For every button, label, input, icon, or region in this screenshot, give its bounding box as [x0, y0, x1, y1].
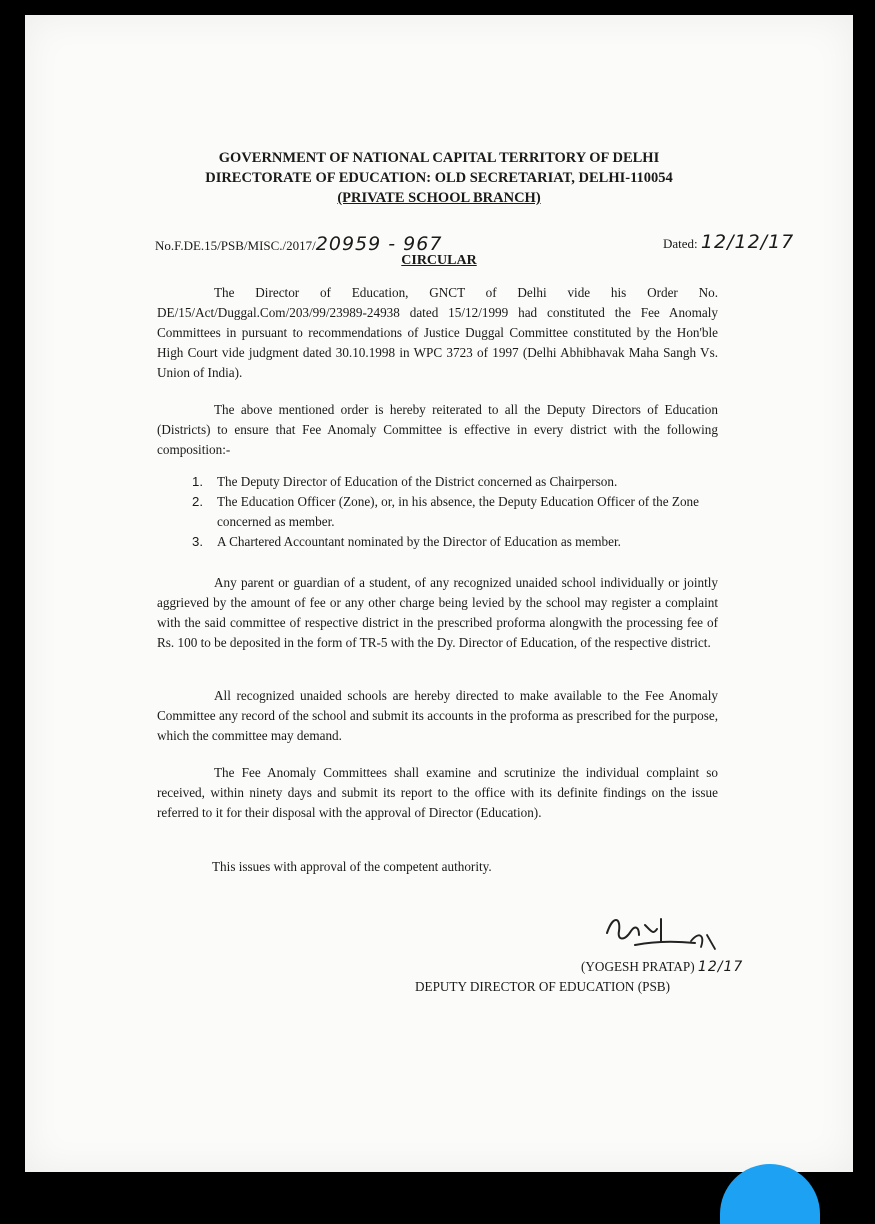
dated-label: Dated: [663, 236, 698, 251]
list-number: 2. [192, 494, 203, 509]
list-item [192, 472, 718, 492]
branch-heading: (PRIVATE SCHOOL BRANCH) [337, 190, 541, 206]
letterhead [25, 148, 853, 208]
paragraph-1: The Director of Education, GNCT of Delhi vide his Order No. DE/15/Act/Duggal.Com/203/99/23989-24938 dated 15/12/1999 had constituted the Fee Anomaly Committees in pursuant to recommendations of Justice Duggal Committee constituted by the Hon'ble High Court vide judgment dated 30.10.1998 in WPC 3723 of 1997 (Delhi Abhibhavak Maha Sangh Vs. Union of India). [157, 285, 718, 380]
govt-heading: GOVERNMENT OF NATIONAL CAPITAL TERRITORY OF DELHI [218, 150, 660, 166]
list-text: The Deputy Director of Education of the District concerned as Chairperson. [217, 474, 618, 489]
dated-line [663, 231, 794, 253]
composition-list [192, 472, 718, 552]
floating-action-button[interactable] [720, 1164, 820, 1224]
signatory-title: DEPUTY DIRECTOR OF EDUCATION (PSB) [415, 979, 670, 994]
list-number: 3. [192, 534, 203, 549]
paragraph-3: Any parent or guardian of a student, of any recognized unaided school individually or jointly aggrieved by the amount of fee or any other charge being levied by the school may register a complaint with the said committee of respective district in the prescribed proforma alongwith the processing fee of Rs. 100 to be deposited in the form of TR-5 with the Dy. Director of Education, of the respective district. [157, 575, 718, 650]
circular-title: CIRCULAR [401, 253, 477, 268]
document-page [25, 15, 853, 1172]
reference-handwritten: 20959 - 967 [315, 233, 443, 255]
dated-value: 12/12/17 [700, 231, 795, 253]
signatory-name-text: (YOGESH PRATAP) [581, 959, 695, 974]
list-text: The Education Officer (Zone), or, in his absence, the Deputy Education Officer of the Zone concerned as member. [217, 494, 699, 529]
closing-line: This issues with approval of the competent authority. [212, 859, 492, 874]
list-number: 1. [192, 474, 203, 489]
signatory-name [581, 959, 743, 975]
paragraph-2: The above mentioned order is hereby reiterated to all the Deputy Directors of Education (Districts) to ensure that Fee Anomaly Committee is effective in every district with the following composition:- [157, 402, 718, 457]
list-item [192, 532, 718, 552]
paragraph-5: The Fee Anomaly Committees shall examine and scrutinize the individual complaint so received, within ninety days and submit its report to the office with its definite findings on the issue referred to it for their disposal with the approval of Director (Education). [157, 765, 718, 820]
list-text: A Chartered Accountant nominated by the Director of Education as member. [217, 534, 621, 549]
paragraph-4: All recognized unaided schools are hereby directed to make available to the Fee Anomaly Committee any record of the school and submit its accounts in the proforma as prescribed for the purpose, which the committee may demand. [157, 688, 718, 743]
directorate-heading: DIRECTORATE OF EDUCATION: OLD SECRETARIAT, DELHI-110054 [205, 170, 673, 186]
signature-scribble [595, 905, 745, 965]
reference-printed: No.F.DE.15/PSB/MISC./2017/ [155, 238, 316, 253]
list-item [192, 492, 718, 532]
signature-date: 12/17 [697, 959, 744, 975]
